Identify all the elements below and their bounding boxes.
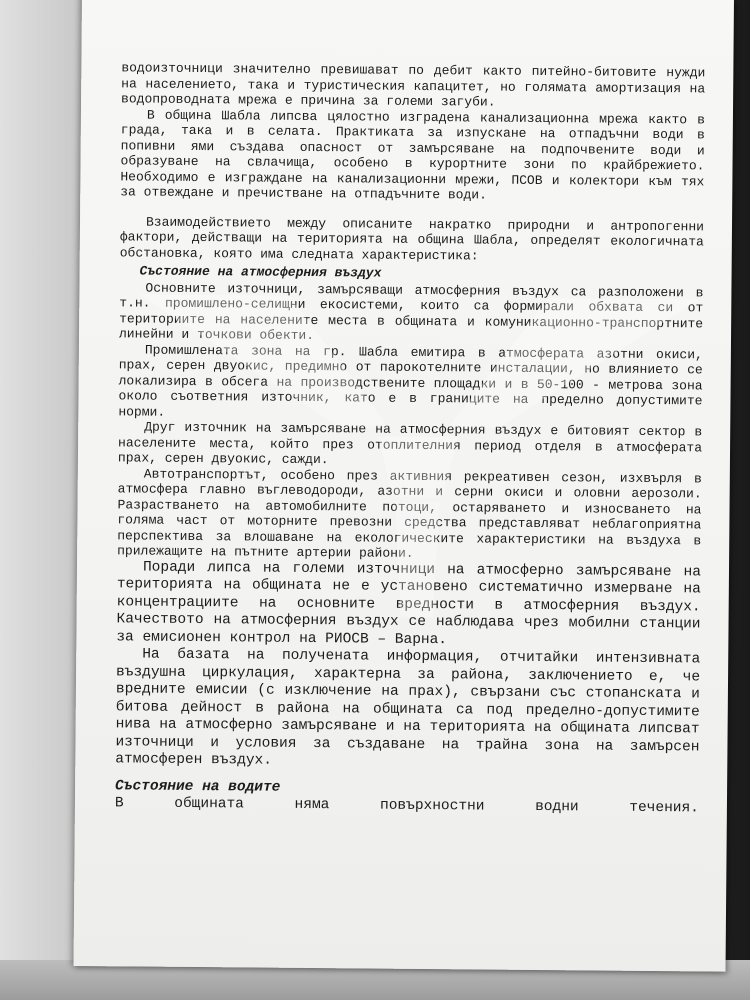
paragraph-surface-water: В общината няма повърхностни водни течения. [114,795,699,817]
paragraph-interaction: Взаимодействието между описаните накратко природни и антропогенни фактори, действащи на територията на община Шабла, определят екологичната обстановка, която има следната характеристика: [119,214,705,263]
paragraph-air-sources: Основните източници, замърсяващи атмосферния въздух са разположени в т.н. промишлено-селищни екосистеми, които са формирали обхвата си от териториите на населените места в общината и комуникационно-транспортните линейни и точкови обекти. [118,280,704,344]
heading-air-state: Състояние на атмосферния въздух [139,263,382,281]
paragraph-domestic-sector: Друг източник на замърсяване на атмосферния въздух е битовият сектор в населените места, който през отоплителния период отделя в атмосферата прах, серен двуокис, сажди. [117,419,703,468]
paragraph-road-transport: Автотранспортът, особено през активния рекреативен сезон, изхвърля в атмосфера главно въглеводороди, азотни и серни окиси и оловни аерозоли. Разрастването на автомобилните потоци, остаряването и износването на голяма част от моторните превозни средства представляват неблагоприятна перспектива за влошаване на екологическите характеристики на въздуха в прилежащите на пътните артерии райони. [117,466,702,561]
document-page [74,0,734,972]
heading-water-state: Състояние на водите [115,777,281,796]
paragraph-water-sources: водоизточници значително превишават по дебит както питейно-битовите нужди на населението, така и туристическия капацитет, но голямата амортизация на водопроводната мрежа е причина за големи загуби. [121,60,706,110]
paragraph-air-conclusion: На базата на получената информация, отчитайки интензивната въздушна циркулация, характерна за района, заключението е, че вредните емисии (с изключение на прах), свързани със стопанската и битова дейност в района на общината са под пределно-допустимите нива на атмосферно замърсяване и на територията на общината липсват източници и условия за създаване на трайна зона на замърсен атмосферен въздух. [115,646,701,769]
paragraph-sewerage: В община Шабла липсва цялостно изградена канализационна мрежа както в града, така и в селата. Практиката за изпускане на отпадъчни води в попивни ями създава опасност от замърсяване на подпочвените води и образуване на свлачища, особено в курортните зони по крайбрежието. Необходимо е изграждане на канализационни мрежи, ПСОВ и колектори към тях за отвеждане и пречистване на отпадъчните води. [120,107,705,203]
paragraph-industrial-zone: Промишлената зона на гр. Шабла емитира в атмосферата азотни окиси, прах, серен двуокис, предимно от парокотелните инсталации, но влиянието се локализира в обсега на производствените площадки и в 50-100 - метрова зона около съответния източник, като е в границите на пределно допустимите норми. [118,342,703,420]
paragraph-air-monitoring: Поради липса на големи източници на атмосферно замърсяване на територията на общината не е установено систематично измерване на концентрациите на основните вредности в атмосферния въздух. Качеството на атмосферния въздух се наблюдава чрез мобилни станции за емисионен контрол на РИОСВ – Варна. [116,559,702,648]
document-text [115,60,706,818]
